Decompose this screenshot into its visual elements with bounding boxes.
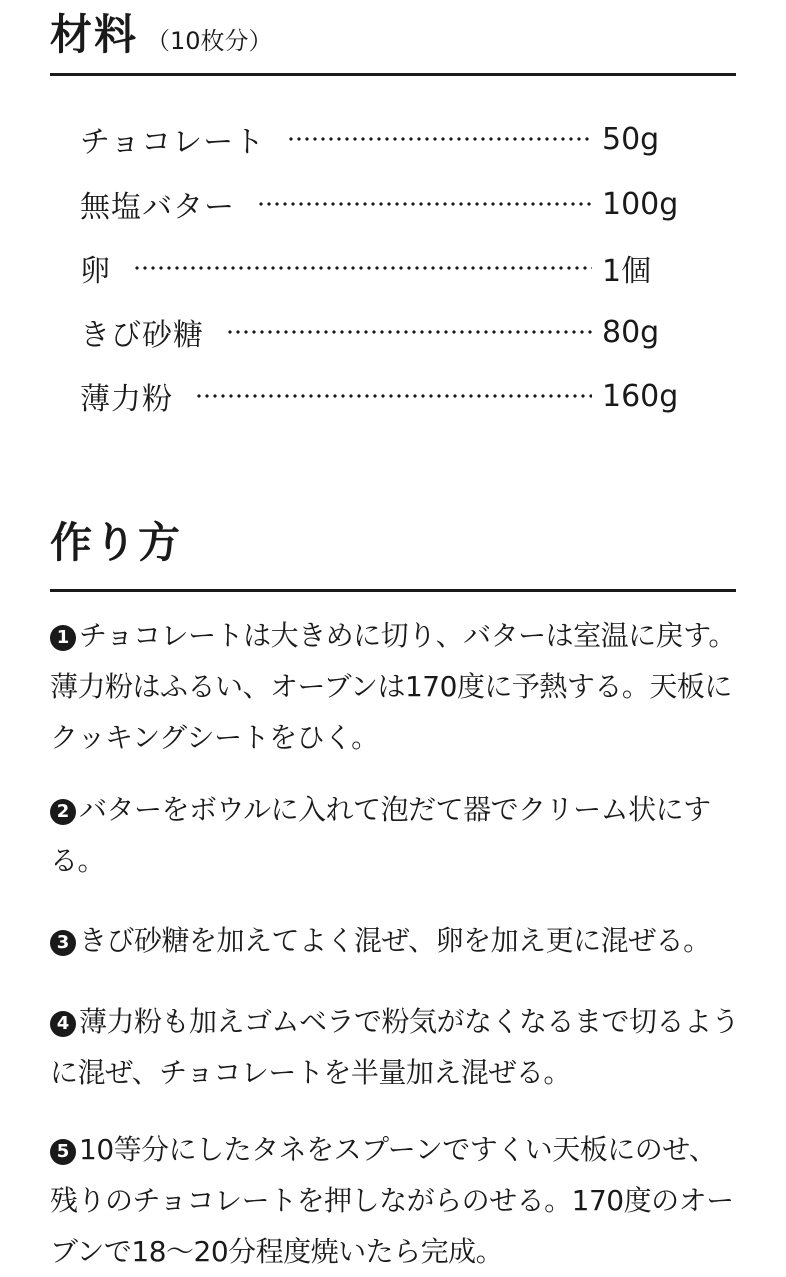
step-number-badge: 1 [50, 625, 76, 651]
leader-dots [226, 330, 592, 334]
leader-dots [195, 394, 592, 398]
ingredient-name: チョコレート [80, 125, 266, 160]
ingredient-row [80, 248, 680, 288]
step-text: バターをボウルに入れて泡だて器でクリーム状にする。 [50, 793, 711, 877]
ingredients-yield: （10枚分） [146, 27, 273, 55]
ingredient-amount: 160g [602, 378, 679, 414]
ingredient-row [80, 119, 680, 159]
step-number-badge: 4 [50, 1011, 76, 1037]
step-number-badge: 5 [50, 1139, 76, 1165]
ingredient-name: 薄力粉 [80, 382, 173, 417]
method-step [50, 1124, 740, 1277]
step-text: チョコレートは大きめに切り、バターは室温に戻す。薄力粉はふるい、オーブンは170度に予熱する。天板にクッキングシートをひく。 [50, 619, 736, 754]
method-heading [50, 510, 182, 570]
leader-dots [257, 202, 592, 206]
ingredient-name: 無塩バター [80, 190, 235, 225]
leader-dots [287, 137, 592, 141]
step-number-badge: 3 [50, 930, 76, 956]
ingredient-amount: 100g [602, 186, 679, 222]
step-number-badge: 2 [50, 799, 76, 825]
ingredient-amount: 1個 [602, 254, 652, 289]
ingredients-heading [50, 2, 273, 62]
method-step [50, 784, 740, 886]
ingredient-amount: 50g [602, 121, 660, 157]
ingredient-row [80, 376, 680, 416]
ingredient-row [80, 184, 680, 224]
method-step [50, 915, 740, 966]
leader-dots [133, 266, 592, 270]
method-title: 作り方 [50, 518, 183, 567]
step-text: 10等分にしたタネをスプーンですくい天板にのせ、残りのチョコレートを押しながらのせる。170度のオーブンで18〜20分程度焼いたら完成。 [50, 1133, 734, 1268]
ingredient-name: きび砂糖 [80, 318, 204, 353]
method-step [50, 996, 740, 1098]
step-text: 薄力粉も加えゴムベラで粉気がなくなるまで切るように混ぜ、チョコレートを半量加え混ぜる。 [50, 1005, 740, 1089]
ingredient-amount: 80g [602, 314, 660, 350]
method-divider [50, 589, 736, 592]
ingredients-divider [50, 73, 736, 76]
ingredient-name: 卵 [80, 254, 111, 289]
method-step [50, 610, 740, 763]
step-text: きび砂糖を加えてよく混ぜ、卵を加え更に混ぜる。 [79, 924, 711, 957]
ingredient-row [80, 312, 680, 352]
ingredients-title: 材料 [50, 10, 139, 59]
